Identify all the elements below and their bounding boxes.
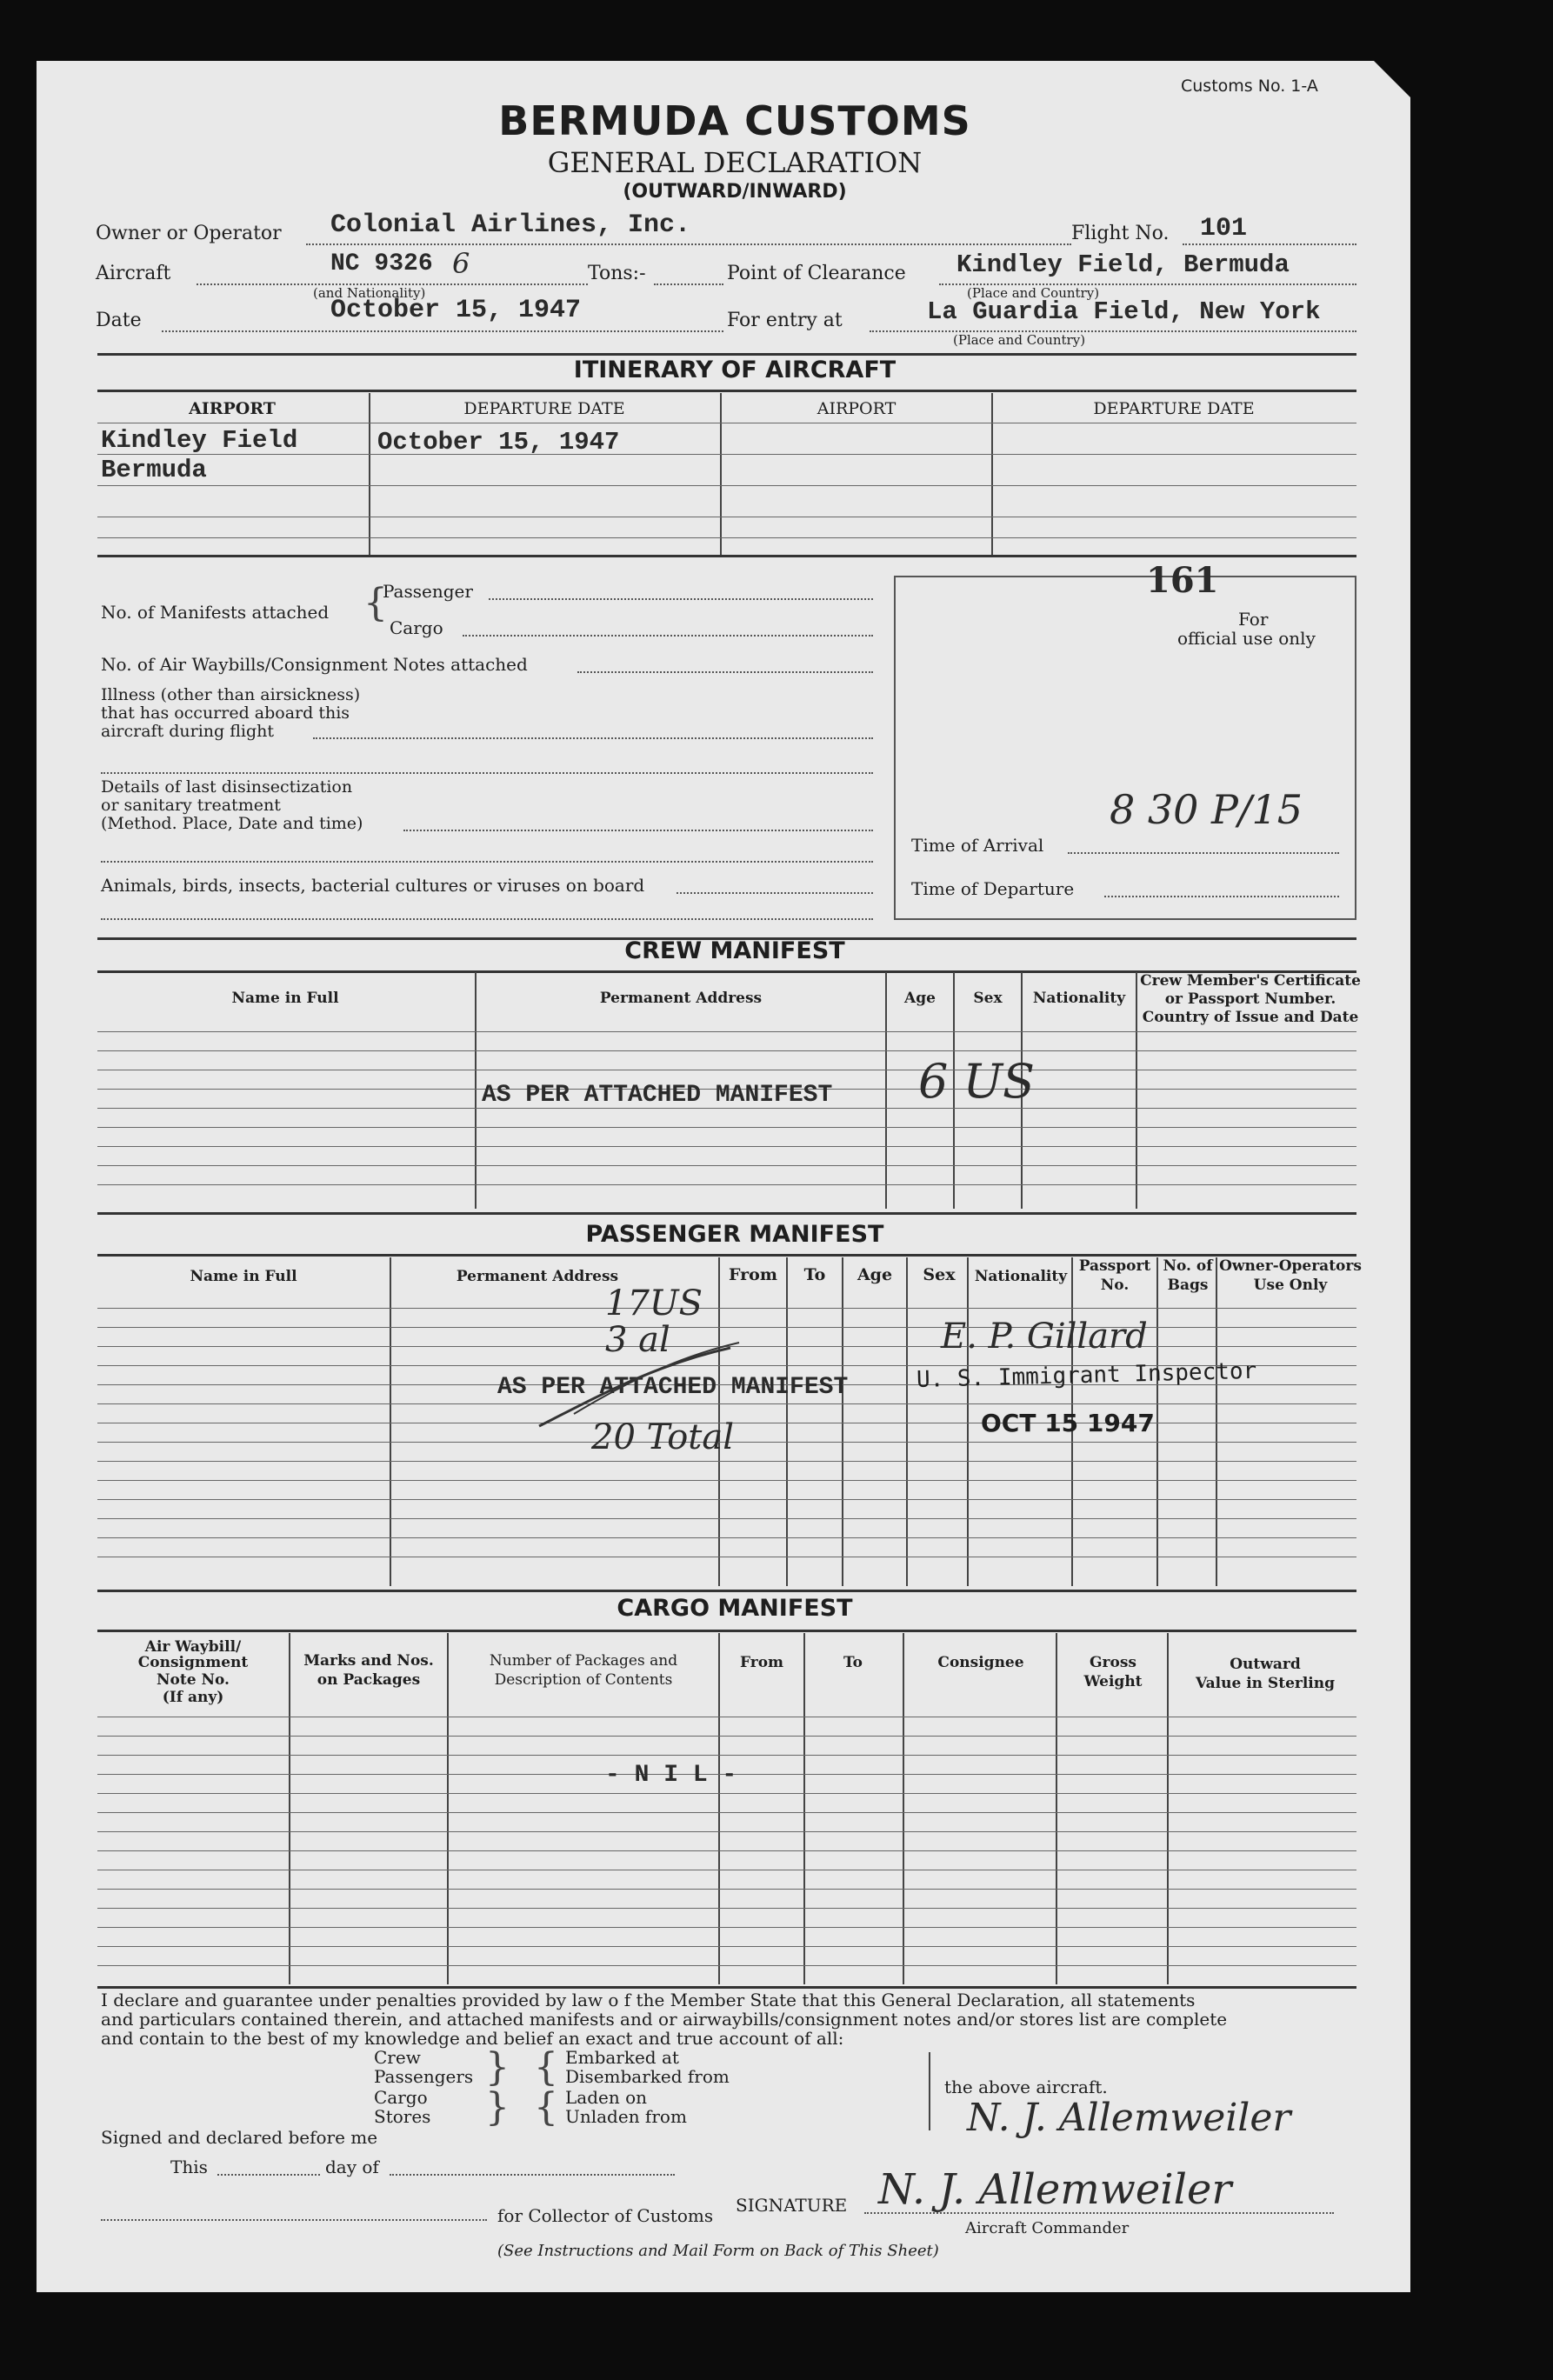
commander-signature-2: N. J. Allemweiler (878, 2165, 1232, 2214)
date-label: Date (96, 310, 142, 331)
cargo-divider (289, 1633, 290, 1984)
decl-passengers: Passengers (374, 2066, 474, 2087)
crew-col-age: Age (904, 990, 936, 1007)
aircraft-label: Aircraft (96, 263, 171, 284)
cargo-row-line (97, 1736, 1356, 1737)
decl-brace-left-1: { (534, 2045, 558, 2090)
owner-line (306, 243, 1071, 245)
passenger-heading: PASSENGER MANIFEST (585, 1221, 884, 1248)
cargo-row-line (97, 1755, 1356, 1756)
clearance-value: Kindley Field, Bermuda (956, 250, 1290, 279)
passenger-rule-header (97, 1254, 1356, 1257)
flight-label: Flight No. (1071, 223, 1170, 244)
pax-hand-1: 17US (605, 1283, 703, 1323)
crew-col-address: Permanent Address (599, 990, 763, 1007)
cargo-col-value-1: Outward (1230, 1656, 1301, 1673)
decl-cargo: Cargo (374, 2087, 428, 2108)
itinerary-rule-bottom (97, 555, 1356, 557)
cargo-row-line (97, 1850, 1356, 1851)
crew-handwritten: 6 US (918, 1054, 1036, 1109)
direction-label: (OUTWARD/INWARD) (623, 181, 847, 203)
cargo-col-marks-2: on Packages (317, 1671, 421, 1689)
itin-line (97, 485, 1356, 486)
crew-divider (1136, 972, 1137, 1209)
departure-time-line (1104, 896, 1339, 897)
flight-value: 101 (1200, 214, 1248, 243)
pax-hand-2: 3 al (605, 1320, 670, 1360)
cargo-row-line (97, 1793, 1356, 1794)
official-for-label: For (1238, 609, 1269, 630)
itin-departure-date: October 15, 1947 (377, 428, 620, 457)
itinerary-rule-top (97, 353, 1356, 356)
cargo-col-waybill-4: (If any) (162, 1689, 224, 1706)
folded-corner (1374, 61, 1410, 97)
itin-divider-1 (369, 393, 370, 555)
day-of-line (390, 2174, 675, 2176)
pax-col-age: Age (856, 1265, 893, 1284)
cargo-col-gross-2: Weight (1083, 1673, 1143, 1690)
cargo-manifest-label: Cargo (390, 617, 443, 638)
pax-col-owner-1: Owner-Operators (1219, 1257, 1362, 1275)
signature-label: SIGNATURE (736, 2195, 848, 2216)
decl-stores: Stores (374, 2106, 431, 2127)
cargo-manifest-line (463, 635, 873, 637)
pax-row-line (97, 1480, 1356, 1481)
this-line (217, 2174, 320, 2176)
disinsect-line3: (Method. Place, Date and time) (101, 814, 363, 833)
itin-divider-2 (720, 393, 722, 555)
crew-rule-bottom (97, 1212, 1356, 1215)
arrival-line (1068, 852, 1339, 854)
cargo-divider (1167, 1633, 1169, 1984)
animals-label: Animals, birds, insects, bacterial cultures or viruses on board (101, 875, 645, 896)
place-country-hint-1: (Place and Country) (967, 285, 1100, 301)
entry-label: For entry at (727, 310, 843, 331)
cargo-col-packages-1: Number of Packages and (489, 1652, 678, 1670)
entry-value: La Guardia Field, New York (927, 297, 1321, 326)
illness-line3: aircraft during flight (101, 722, 275, 741)
passenger-manifest-line (489, 598, 873, 600)
declaration-line2: and particulars contained therein, and attached manifests and or airwaybills/consignment notes and/or stores list are complete (101, 2009, 1228, 2030)
pax-col-address: Permanent Address (456, 1268, 619, 1285)
aircraft-value: NC 9326 (330, 250, 433, 277)
pax-pen-strokes (522, 1330, 748, 1435)
pax-col-from: From (729, 1265, 777, 1284)
decl-unladen: Unladen from (565, 2106, 687, 2127)
manifests-label: No. of Manifests attached (101, 602, 330, 623)
signed-before-label: Signed and declared before me (101, 2127, 378, 2148)
pax-row-line (97, 1308, 1356, 1309)
footer-note: (See Instructions and Mail Form on Back of This Sheet) (497, 2242, 939, 2260)
crew-row-line (97, 1127, 1356, 1128)
crew-col-cert-2: or Passport Number. (1164, 990, 1336, 1008)
crew-row-line (97, 1165, 1356, 1166)
illness-line (313, 737, 873, 739)
cargo-col-packages-2: Description of Contents (494, 1671, 673, 1689)
itinerary-heading: ITINERARY OF AIRCRAFT (573, 357, 896, 383)
pax-col-to: To (803, 1265, 826, 1284)
illness-line1: Illness (other than airsickness) (101, 685, 361, 704)
arrival-value: 8 30 P/15 (1110, 786, 1303, 833)
disinsect-line1: Details of last disinsectization (101, 777, 353, 797)
cargo-row-line (97, 1965, 1356, 1966)
date-line (162, 330, 723, 332)
entry-line (870, 330, 1356, 332)
crew-col-name: Name in Full (231, 990, 339, 1007)
crew-heading: CREW MANIFEST (624, 937, 845, 964)
crew-row-line (97, 1184, 1356, 1185)
waybills-line (577, 671, 873, 673)
cargo-col-gross-1: Gross (1090, 1654, 1136, 1671)
decl-laden: Laden on (565, 2087, 648, 2108)
decl-side-bar (929, 2052, 930, 2130)
day-of-label: day of (325, 2157, 379, 2177)
cargo-col-from: From (739, 1654, 784, 1671)
pax-col-nationality: Nationality (974, 1268, 1068, 1285)
cargo-row-line (97, 1889, 1356, 1890)
cargo-col-waybill-1: Air Waybill/ (144, 1638, 242, 1656)
disinsect-line (403, 830, 873, 831)
illness-line-extra (101, 772, 873, 774)
cargo-col-marks-1: Marks and Nos. (303, 1652, 434, 1670)
pax-col-owner-2: Use Only (1253, 1277, 1328, 1294)
this-label: This (170, 2157, 208, 2177)
crew-row-line (97, 1146, 1356, 1147)
crew-divider (475, 972, 477, 1209)
pax-rule-bottom (97, 1590, 1356, 1592)
pax-row-line (97, 1537, 1356, 1538)
owner-value: Colonial Airlines, Inc. (330, 210, 691, 240)
itin-line (97, 537, 1356, 538)
stamp-date: OCT 15 1947 (981, 1409, 1155, 1437)
cargo-divider (718, 1633, 720, 1984)
owner-label: Owner or Operator (96, 223, 282, 244)
cargo-col-waybill-2: Consignment (137, 1654, 249, 1671)
cargo-row-line (97, 1946, 1356, 1947)
cargo-divider (803, 1633, 805, 1984)
disinsect-line-extra (101, 861, 873, 863)
itin-col-date-1: DEPARTURE DATE (463, 399, 625, 418)
crew-divider (885, 972, 887, 1209)
date-value: October 15, 1947 (330, 296, 582, 325)
cargo-divider (1056, 1633, 1057, 1984)
inspector-title: U. S. Immigrant Inspector (916, 1357, 1257, 1393)
passenger-manifest-label: Passenger (383, 581, 473, 602)
cargo-divider (447, 1633, 449, 1984)
cargo-row-line (97, 1908, 1356, 1909)
form-number: Customs No. 1-A (1181, 77, 1318, 96)
cargo-divider (903, 1633, 904, 1984)
cargo-row-line (97, 1831, 1356, 1832)
stamp-number: 161 (1146, 560, 1219, 601)
itin-divider-3 (991, 393, 993, 555)
pax-row-line (97, 1327, 1356, 1328)
pax-col-bags-2: Bags (1167, 1277, 1209, 1294)
crew-col-cert-3: Country of Issue and Date (1142, 1009, 1359, 1026)
animals-line-extra (101, 918, 873, 920)
animals-line (677, 892, 873, 894)
pax-col-name: Name in Full (190, 1268, 297, 1285)
itin-col-date-2: DEPARTURE DATE (1093, 399, 1255, 418)
commander-label: Aircraft Commander (965, 2219, 1130, 2237)
clearance-label: Point of Clearance (727, 263, 906, 284)
crew-col-cert-1: Crew Member's Certificate (1140, 972, 1361, 990)
crew-row-line (97, 1050, 1356, 1051)
arrival-label: Time of Arrival (911, 835, 1044, 856)
cargo-col-value-2: Value in Sterling (1196, 1675, 1335, 1692)
nationality-hint: (and Nationality) (313, 285, 426, 301)
pax-row-line (97, 1499, 1356, 1500)
form-subtitle: GENERAL DECLARATION (547, 146, 923, 179)
form-title: BERMUDA CUSTOMS (498, 97, 971, 144)
crew-col-sex: Sex (973, 990, 1003, 1007)
cargo-heading: CARGO MANIFEST (617, 1595, 853, 1622)
crew-col-nationality: Nationality (1032, 990, 1126, 1007)
illness-line2: that has occurred aboard this (101, 703, 350, 723)
aircraft-handwritten: 6 (452, 247, 470, 280)
declaration-line3: and contain to the best of my knowledge and belief an exact and true account of all: (101, 2028, 844, 2049)
itinerary-rule-header (97, 390, 1356, 392)
decl-disembarked: Disembarked from (565, 2066, 730, 2087)
cargo-col-consignee: Consignee (937, 1654, 1024, 1671)
pax-hand-3: 20 Total (591, 1417, 734, 1457)
waybills-label: No. of Air Waybills/Consignment Notes attached (101, 654, 528, 675)
disinsect-line2: or sanitary treatment (101, 796, 281, 815)
itin-airport-line2: Bermuda (101, 456, 207, 484)
collector-line (101, 2219, 487, 2221)
tons-label: Tons:- (588, 263, 646, 284)
cargo-row-line (97, 1927, 1356, 1928)
tons-line (654, 283, 723, 285)
inspector-signature: E. P. Gillard (941, 1317, 1148, 1357)
cargo-row-line (97, 1812, 1356, 1813)
cargo-col-waybill-3: Note No. (157, 1671, 230, 1689)
decl-brace-right-1: } (485, 2045, 510, 2090)
decl-above-aircraft: the above aircraft. (944, 2077, 1108, 2097)
cargo-rule-header (97, 1630, 1356, 1632)
collector-label: for Collector of Customs (497, 2205, 714, 2226)
brace-icon: { (363, 581, 388, 625)
departure-time-label: Time of Departure (911, 878, 1075, 899)
crew-typed-text: AS PER ATTACHED MANIFEST (482, 1082, 833, 1109)
place-country-hint-2: (Place and Country) (953, 332, 1086, 348)
pax-col-passport-2: No. (1100, 1277, 1130, 1294)
pax-col-sex: Sex (923, 1265, 956, 1284)
itin-col-airport-2: AIRPORT (816, 399, 896, 418)
pax-row-line (97, 1518, 1356, 1519)
commander-signature-1: N. J. Allemweiler (967, 2096, 1291, 2140)
decl-crew: Crew (374, 2047, 421, 2068)
cargo-rule-bottom (97, 1986, 1356, 1989)
declaration-line1: I declare and guarantee under penalties provided by law o f the Member State that this General Declaration, all statements (101, 1990, 1196, 2010)
itin-airport-line1: Kindley Field (101, 426, 298, 455)
form-sheet (37, 61, 1410, 2292)
itin-col-airport-1: AIRPORT (189, 399, 276, 418)
pax-col-passport-1: Passport (1078, 1257, 1151, 1275)
pax-typed-text: AS PER ATTACHED MANIFEST (497, 1374, 849, 1401)
flight-line (1183, 243, 1356, 245)
cargo-typed-text: - N I L - (605, 1762, 737, 1789)
crew-row-line (97, 1031, 1356, 1032)
decl-brace-right-2: } (485, 2085, 510, 2130)
decl-embarked: Embarked at (565, 2047, 679, 2068)
official-use-label: official use only (1177, 628, 1316, 649)
pax-row-line (97, 1461, 1356, 1462)
decl-brace-left-2: { (534, 2085, 558, 2130)
pax-col-bags-1: No. of (1163, 1257, 1213, 1275)
cargo-col-to: To (843, 1654, 863, 1671)
